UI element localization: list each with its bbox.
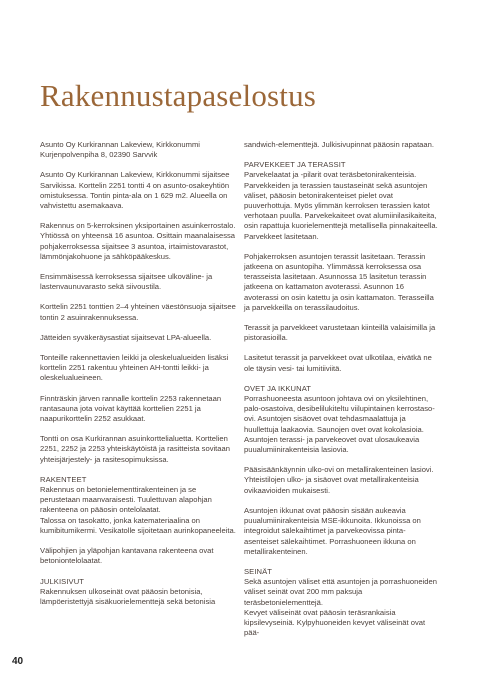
section-heading-rakenteet: RAKENTEET bbox=[40, 474, 87, 484]
paragraph: Jätteiden syväkeräysastiat sijaitsevat LPA-alueella. bbox=[40, 332, 212, 342]
paragraph: Korttelin 2251 tonttien 2–4 yhteinen väestönsuoja sijaitsee tontin 2 asuinrakennuksessa. bbox=[40, 302, 236, 322]
paragraph: Rakennus on 5-kerroksinen yksiportainen asuinkerrostalo. Yhtiössä on yhteensä 16 asuntoa. Osittain maanalaisessa pohjakerroksessa sijaitsee 3 asuntoa, irtaimistovarastot, lämmönjakohuone ja sähköpääkeskus. bbox=[40, 221, 236, 261]
paragraph: Ensimmäisessä kerroksessa sijaitsee ulkoväline- ja lastenvaunuvarasto sekä siivoustila. bbox=[40, 272, 213, 292]
section-heading-seinat: SEINÄT bbox=[244, 566, 273, 576]
paragraph: Sekä asuntojen väliset että asuntojen ja porrashuoneiden väliset seinät ovat 200 mm paksuja teräsbetonielementtejä. Kevyet väliseinät ovat pääosin teräsrankaisia kipsilevyseiniä. Kylpyhuoneiden kevyet väliseinät ovat pää- bbox=[244, 577, 437, 638]
paragraph: Asunto Oy Kurkirannan Lakeview, Kirkkonummi sijaitsee Sarvikissa. Korttelin 2251 tontti 4 on asunto-osakeyhtiön omistuksessa. Tontin pinta-ala on 1 629 m2. Alueella on vahvistettu asemakaava. bbox=[40, 170, 230, 211]
section-heading-ovet: OVET JA IKKUNAT bbox=[244, 383, 312, 393]
paragraph: Rakennus on betonielementtirakenteinen ja se perustetaan maanvaraisesti. Tuulettuvan alapohjan rakenteena on pääosin ontelolaatat. Talossa on tasokatto, jonka katemateriaalina on kumibitumikermi. Vesikatolle sijoitetaan aurinkopaneeleita. bbox=[40, 485, 236, 535]
paragraph: Rakennuksen ulkoseinät ovat pääosin betonisia, lämpöeristettyjä sisäkuorielementtejä sekä betonisia bbox=[40, 586, 216, 606]
section-heading-julkisivut: JULKISIVUT bbox=[40, 576, 85, 586]
paragraph: Tonteille rakennettavien leikki ja oleskelualueiden lisäksi korttelin 2251 rakentuu yhteinen AH-tontti leikki- ja oleskelualueineen. bbox=[40, 353, 229, 383]
page-number: 40 bbox=[12, 656, 24, 667]
page-title: Rakennustapaselostus bbox=[40, 78, 317, 113]
paragraph: Asunto Oy Kurkirannan Lakeview, Kirkkonummi Kurjenpolvenpiha 8, 02390 Sarvvik bbox=[40, 140, 200, 160]
paragraph: Pohjakerroksen asuntojen terassit lasitetaan. Terassin jatkeena on asuntopiha. Ylimmässä kerroksessa osa terasseista lasitetaan. Asunnossa 15 lasitetun terassin jatkeena on kattamaton avoterassi. Asunnon 16 avoterassi on osin katettu ja osin kattamaton. Terasseilla ja parvekkeilla on terassilaudoitus. bbox=[244, 251, 434, 312]
paragraph: Parvekelaatat ja -pilarit ovat teräsbetonirakenteisia. Parvekkeiden ja terassien taustaseinät sekä asuntojen väliset, pääosin betonirakenteiset pielet ovat puuverhottuja. Myös ylimmän kerroksen terassien katot verhotaan puulla. Parvekekaiteet ovat alumiinilasikaiteita, osin rapattuja kuorielementtejä metallisella pinnakaiteella. Parvekkeet lasitetaan. bbox=[244, 170, 438, 241]
right-column bbox=[244, 140, 440, 648]
paragraph: Lasitetut terassit ja parvekkeet ovat ulkotilaa, eivätkä ne ole täysin vesi- tai lumitiiviitä. bbox=[244, 353, 432, 373]
paragraph: Asuntojen ikkunat ovat pääosin sisään aukeavia puualumiinirakenteisia MSE-ikkunoita. Ikkunoissa on integroidut sälekaihtimet ja parvekeovissa pinta-asenteiset sälekaihtimet. Porrashuoneen ikkuna on metallirakenteinen. bbox=[244, 505, 421, 556]
paragraph: sandwich-elementtejä. Julkisivupinnat pääosin rapataan. bbox=[244, 140, 434, 149]
paragraph: Tontti on osa Kurkirannan asuinkorttelialuetta. Korttelien 2251, 2252 ja 2253 yhteiskäytöistä ja rasitteista sovitaan yhteisjärjestely- ja rasitesopimuksissa. bbox=[40, 434, 230, 464]
paragraph: Välipohjien ja yläpohjan kantavana rakenteena ovat betoniontelolaatat. bbox=[40, 546, 214, 566]
paragraph: Porrashuoneesta asuntoon johtava ovi on yksilehtinen, palo-osastoiva, desibelilukiteltu viilupintainen kerrostaso-ovi. Asuntojen sisäovet ovat tehdasmaalattuja ja huullettuja laakaovia. Saunojen ovet ovat kokolasioia. Asuntojen terassi- ja parvekeovet ovat ulosaukeavia puualumiinirakenteisia lasiovia. bbox=[244, 394, 435, 455]
left-column bbox=[40, 140, 236, 617]
paragraph: Finnträskin järven rannalle korttelin 2253 rakennetaan rantasauna jota voivat käyttää korttelien 2251 ja naapurikorttelin 2252 asukkaat. bbox=[40, 393, 222, 424]
section-heading-parvekkeet: PARVEKKEET JA TERASSIT bbox=[244, 160, 346, 170]
paragraph: Terassit ja parvekkeet varustetaan kiinteillä valaisimilla ja pistorasioilla. bbox=[244, 323, 436, 343]
paragraph: Pääsisäänkäynnin ulko-ovi on metallirakenteinen lasiovi. Yhteistilojen ulko- ja sisäovet ovat metallirakenteisia ovikaavioiden mukaisesti. bbox=[244, 465, 434, 495]
